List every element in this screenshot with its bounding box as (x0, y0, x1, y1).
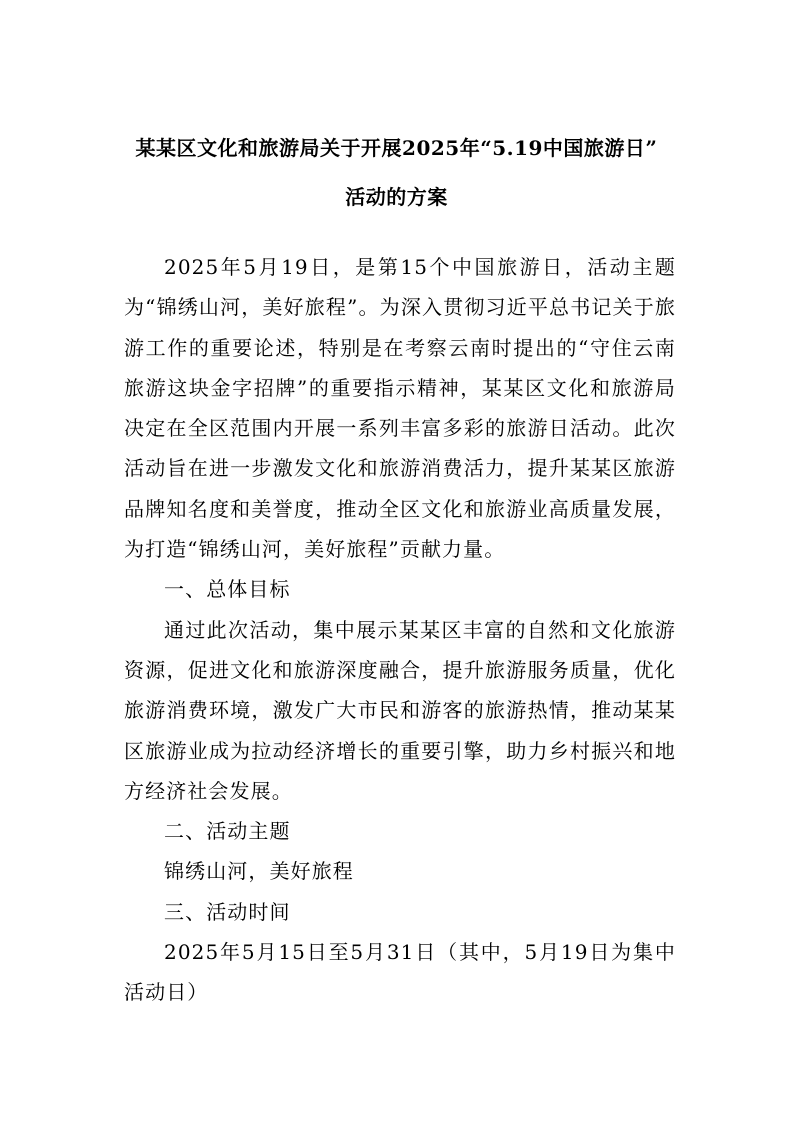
document-title-line-1: 某某区文化和旅游局关于开展2025年“5.19中国旅游日” (135, 136, 658, 160)
section-heading-overall-goal: 一、总体目标 (164, 577, 291, 602)
overall-goal-paragraph: 通过此次活动，集中展示某某区丰富的自然和文化旅游资源，促进文化和旅游深度融合，提升旅游服务质量，优化旅游消费环境，激发广大市民和游客的旅游热情，推动某某区旅游业成为拉动经济增长的重要引擎，助力乡村振兴和地方经济社会发展。 (124, 617, 676, 803)
theme-paragraph: 锦绣山河，美好旅程 (164, 859, 354, 884)
document-body (124, 247, 676, 1013)
section-heading-time: 三、活动时间 (164, 899, 291, 924)
intro-paragraph: 2025年5月19日，是第15个中国旅游日，活动主题为“锦绣山河，美好旅程”。为深入贯彻习近平总书记关于旅游工作的重要论述，特别是在考察云南时提出的“守住云南旅游这块金字招牌”的重要指示精神，某某区文化和旅游局决定在全区范围内开展一系列丰富多彩的旅游日活动。此次活动旨在进一步激发文化和旅游消费活力，提升某某区旅游品牌知名度和美誉度，推动全区文化和旅游业高质量发展，为打造“锦绣山河，美好旅程”贡献力量。 (124, 255, 676, 562)
document-title-line-2: 活动的方案 (345, 185, 448, 209)
time-paragraph: 2025年5月15日至5月31日（其中，5月19日为集中活动日） (124, 940, 676, 1005)
section-heading-theme: 二、活动主题 (164, 819, 291, 844)
